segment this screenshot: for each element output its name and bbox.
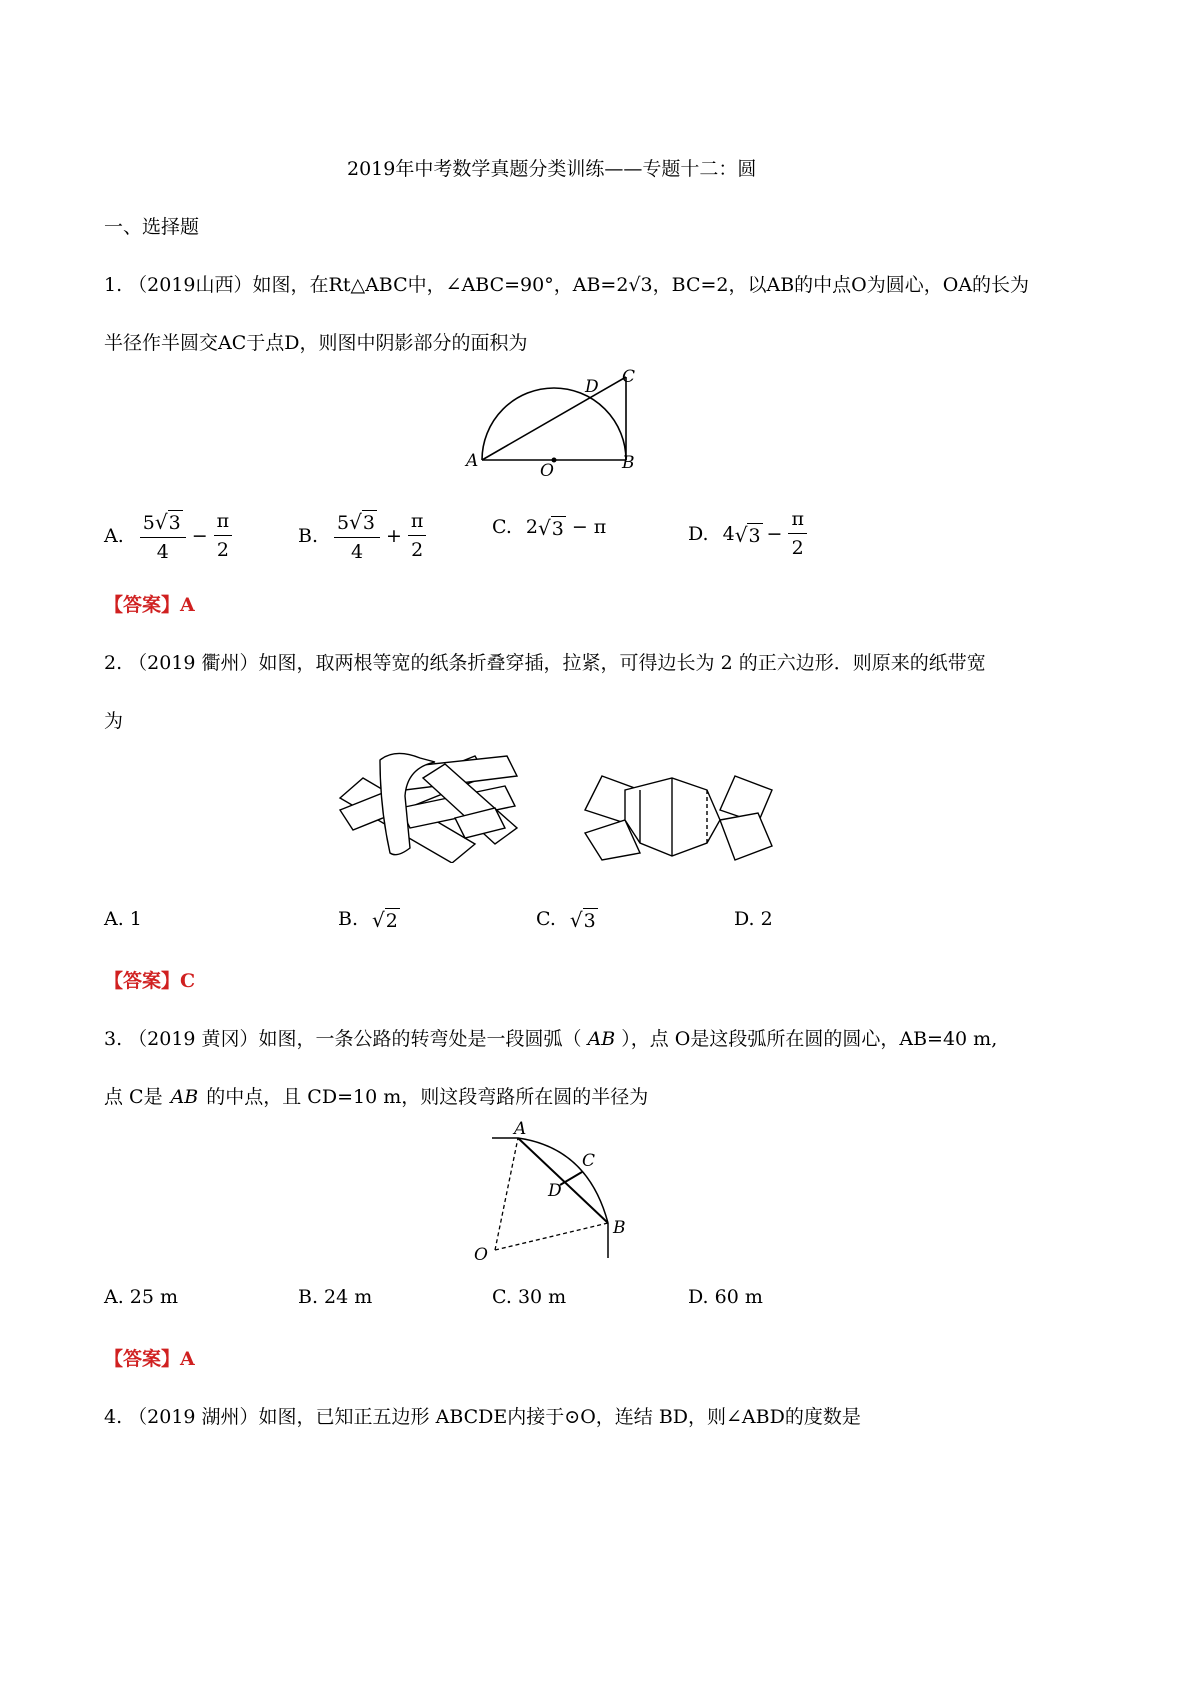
q1-figure bbox=[462, 362, 652, 482]
q1-label-b: B bbox=[622, 453, 635, 473]
q3-label-a: A bbox=[514, 1119, 527, 1139]
q1-label-c: C bbox=[622, 367, 636, 387]
option-label: C. bbox=[536, 908, 556, 930]
q2-figure-woven-strips bbox=[335, 748, 525, 863]
option-label: C. bbox=[492, 516, 512, 538]
q2-option-b[interactable]: B. √ 2 bbox=[338, 908, 398, 932]
q3-answer: 【答案】A bbox=[104, 1348, 195, 1370]
q3-figure bbox=[470, 1118, 640, 1263]
q1-option-a[interactable]: A. 5 √ 3 4 − $\frac{\pi}{2}$ bbox=[104, 508, 234, 563]
q1-answer: 【答案】A bbox=[104, 594, 195, 616]
q2-line2: 为 bbox=[104, 710, 124, 732]
section-heading: 一、选择题 bbox=[104, 216, 200, 238]
q1-line1: 1. （2019山西）如图，在Rt△ABC中，∠ABC=90°，AB=2√3，BC=2，以AB的中点O为圆心，OA的长为 bbox=[104, 274, 1030, 296]
q3-label-b: B bbox=[613, 1218, 626, 1238]
option-label: A. bbox=[104, 524, 124, 547]
option-label: D. bbox=[688, 522, 709, 545]
page-title: 2019年中考数学真题分类训练——专题十二：圆 bbox=[347, 158, 757, 180]
q2-option-c[interactable]: C. √ 3 bbox=[536, 908, 596, 932]
q2-option-d[interactable]: D. 2 bbox=[734, 908, 773, 930]
q3-line1: 3. （2019 黄冈）如图，一条公路的转弯处是一段圆弧（ AB ），点 O是这段弧所在圆的圆心，AB=40 m, bbox=[104, 1028, 998, 1050]
q4-line1: 4. （2019 湖州）如图，已知正五边形 ABCDE内接于⊙O，连结 BD，则∠ABD的度数是 bbox=[104, 1406, 861, 1428]
q1-option-d[interactable]: D. 4 √ 3 − $\frac{\pi}{2}$ bbox=[688, 508, 809, 559]
q2-line1: 2. （2019 衢州）如图，取两根等宽的纸条折叠穿插，拉紧，可得边长为 2 的正六边形．则原来的纸带宽 bbox=[104, 652, 986, 674]
q1-option-c[interactable]: C. 2 √ 3 − π bbox=[492, 516, 607, 540]
q2-answer: 【答案】C bbox=[104, 970, 196, 992]
q3-option-a[interactable]: A. 25 m bbox=[104, 1286, 179, 1308]
q3-label-d: D bbox=[548, 1181, 562, 1201]
q2-option-a[interactable]: A. 1 bbox=[104, 908, 142, 930]
arc-ab-symbol: AB bbox=[587, 1028, 616, 1050]
q3-option-d[interactable]: D. 60 m bbox=[688, 1286, 763, 1308]
q1-line2: 半径作半圆交AC于点D，则图中阴影部分的面积为 bbox=[104, 332, 528, 354]
q3-option-c[interactable]: C. 30 m bbox=[492, 1286, 567, 1308]
q1-option-b[interactable]: B. 5 √ 3 4 + $\frac{\pi}{2}$ bbox=[298, 508, 428, 563]
q3-line2: 点 C是 AB 的中点，且 CD=10 m，则这段弯路所在圆的半径为 bbox=[104, 1086, 649, 1108]
q3-option-b[interactable]: B. 24 m bbox=[298, 1286, 373, 1308]
q3-segment-ob bbox=[495, 1223, 608, 1250]
q3-label-c: C bbox=[582, 1151, 596, 1171]
q3-segment-oa bbox=[495, 1138, 518, 1250]
option-label: B. bbox=[338, 908, 359, 930]
arc-ab-symbol: AB bbox=[170, 1086, 199, 1108]
q2-figure-hexagon bbox=[580, 768, 775, 863]
q3-segment-cd bbox=[560, 1172, 582, 1185]
q1-label-d: D bbox=[585, 377, 599, 397]
q1-label-o: O bbox=[540, 461, 554, 481]
q1-label-a: A bbox=[466, 451, 479, 471]
q1-semicircle-arc bbox=[482, 388, 626, 460]
option-label: B. bbox=[298, 524, 319, 547]
q1-segment-ac bbox=[482, 377, 626, 460]
q3-label-o: O bbox=[474, 1245, 488, 1263]
